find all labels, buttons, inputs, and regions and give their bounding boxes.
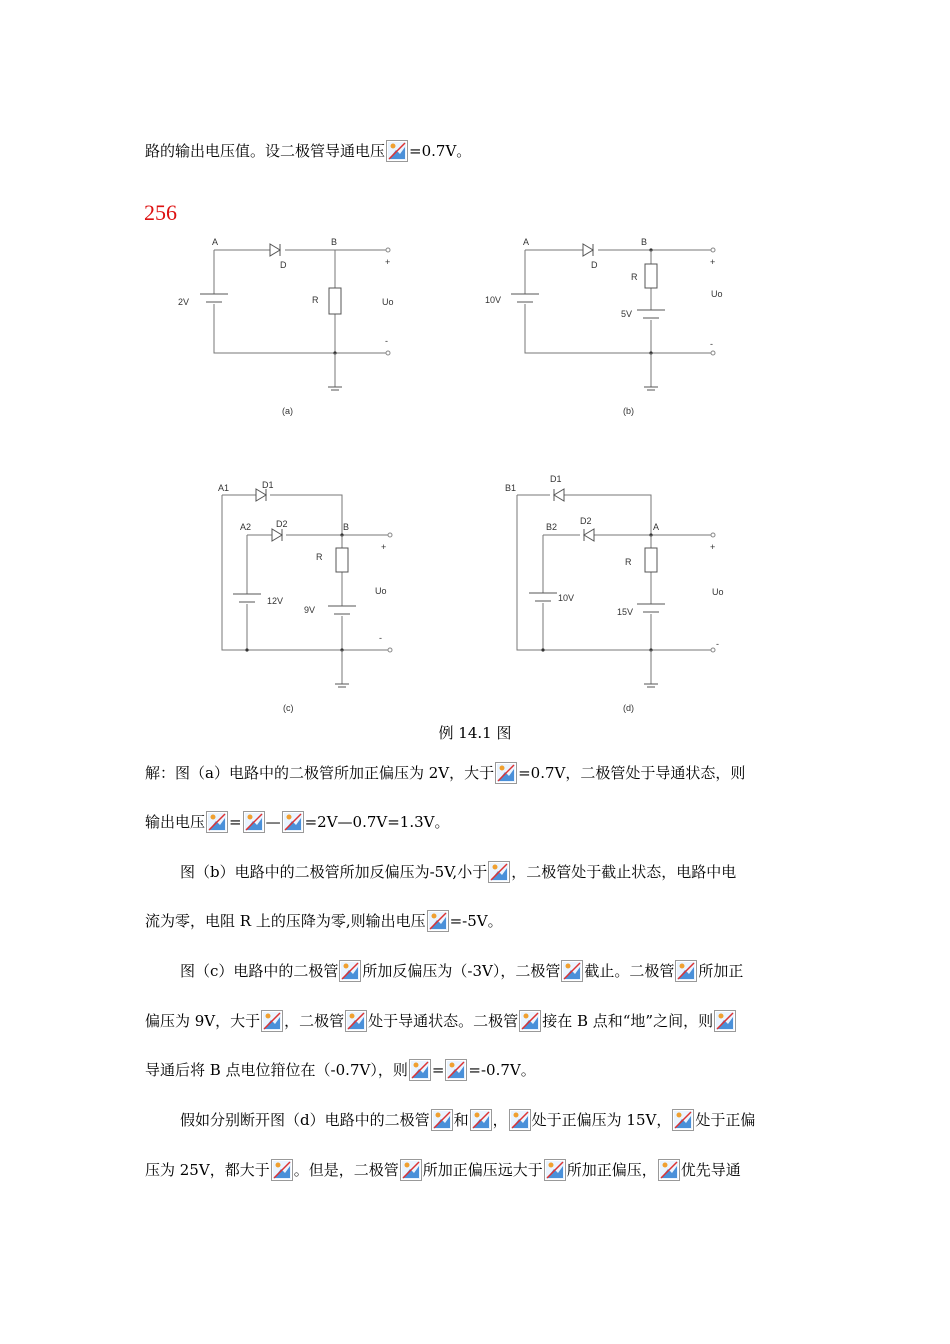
text-span: 偏压为 9V，大于	[145, 1012, 261, 1030]
text-span: 压为 25V，都大于	[145, 1161, 270, 1179]
text-span: 流为零，电阻 R 上的压降为零,则输出电压	[145, 912, 426, 930]
image-placeholder-icon	[386, 140, 408, 162]
text-span: =	[431, 1061, 445, 1079]
text-span: 所加正	[698, 962, 744, 980]
figure-label: (b)	[623, 406, 634, 416]
text-line-8	[180, 1109, 755, 1131]
source-label: 10V	[558, 593, 575, 603]
figure-label: (d)	[623, 703, 634, 713]
minus-label: -	[379, 633, 382, 643]
text-span: 处于正偏压为 15V，	[531, 1111, 672, 1129]
text-span: 解：图（a）电路中的二极管所加正偏压为 2V，大于	[145, 764, 495, 782]
source-label: 2V	[178, 297, 190, 307]
text-span: 处于正偏	[695, 1111, 756, 1129]
diode-label: D	[280, 260, 287, 270]
minus-label: -	[716, 639, 719, 649]
plus-label: +	[710, 542, 716, 552]
plus-label: +	[710, 257, 716, 267]
text-line-1	[145, 762, 745, 784]
text-span: 假如分别断开图（d）电路中的二极管	[180, 1111, 430, 1129]
resistor-label: R	[316, 552, 323, 562]
image-placeholder-icon	[519, 1010, 541, 1032]
text-span: 图（b）电路中的二极管所加反偏压为-5V,小于	[180, 863, 488, 881]
diode2-label: D2	[580, 516, 592, 526]
output-label: Uo	[712, 587, 724, 597]
image-placeholder-icon	[282, 811, 304, 833]
output-label: Uo	[375, 586, 387, 596]
plus-label: +	[381, 542, 387, 552]
node-b2-label: B2	[546, 522, 558, 532]
image-placeholder-icon	[243, 811, 265, 833]
node-a-label: A	[523, 237, 530, 247]
minus-label: -	[385, 336, 388, 346]
image-placeholder-icon	[488, 861, 510, 883]
node-b1-label: B1	[505, 483, 517, 493]
image-placeholder-icon	[495, 762, 517, 784]
text-span: =-0.7V。	[468, 1061, 536, 1079]
text-line-5	[180, 960, 743, 982]
figure-label: (a)	[282, 406, 293, 416]
text-span: 图（c）电路中的二极管	[180, 962, 339, 980]
text-span: =-5V。	[449, 912, 503, 930]
image-placeholder-icon	[206, 811, 228, 833]
text-span: 输出电压	[145, 813, 206, 831]
source2-label: 15V	[617, 607, 634, 617]
text-span: =	[229, 813, 242, 831]
source-label: 10V	[485, 295, 502, 305]
text-span: 所加反偏压为（-3V），二极管	[362, 962, 561, 980]
text-span: 导通后将 B 点电位箝位在（-0.7V），则	[145, 1061, 408, 1079]
image-placeholder-icon	[271, 1159, 293, 1181]
image-placeholder-icon	[658, 1159, 680, 1181]
node-b-label: B	[331, 237, 338, 247]
plus-label: +	[385, 257, 391, 267]
node-a-label: A	[653, 522, 660, 532]
text-line-6	[145, 1010, 737, 1032]
resistor-label: R	[312, 295, 319, 305]
text-line-9	[145, 1159, 741, 1181]
image-placeholder-icon	[345, 1010, 367, 1032]
circuit-b	[483, 232, 733, 422]
image-placeholder-icon	[431, 1109, 453, 1131]
text-line-7	[145, 1059, 536, 1081]
text-span: =0.7V，二极管处于导通状态，则	[518, 764, 746, 782]
text-span: 接在 B 点和“地”之间，则	[542, 1012, 714, 1030]
text-span: ，	[492, 1111, 508, 1129]
node-b-label: B	[641, 237, 648, 247]
text-span: ，二极管处于截止状态，电路中电	[511, 863, 737, 881]
image-placeholder-icon	[445, 1059, 467, 1081]
resistor-label: R	[625, 557, 632, 567]
source-label: 12V	[267, 596, 284, 606]
diode1-label: D1	[262, 480, 274, 490]
text-line-4	[145, 910, 503, 932]
node-b-label: B	[343, 522, 350, 532]
image-placeholder-icon	[427, 910, 449, 932]
text-span: 。但是，二极管	[293, 1161, 399, 1179]
text-span: 和	[453, 1111, 469, 1129]
node-a-label: A	[212, 237, 219, 247]
image-placeholder-icon	[400, 1159, 422, 1181]
output-label: Uo	[711, 289, 723, 299]
image-placeholder-icon	[339, 960, 361, 982]
diode-label: D	[591, 260, 598, 270]
text-span: 路的输出电压值。设二极管导通电压	[145, 142, 386, 160]
text-span: 截止。二极管	[584, 962, 675, 980]
image-placeholder-icon	[714, 1010, 736, 1032]
source2-label: 9V	[304, 605, 316, 615]
image-placeholder-icon	[409, 1059, 431, 1081]
text-span: =0.7V。	[409, 142, 472, 160]
text-span: 处于导通状态。二极管	[368, 1012, 519, 1030]
text-line-2	[145, 811, 449, 833]
node-a1-label: A1	[218, 483, 230, 493]
text-line-0	[145, 140, 471, 162]
text-span: =2V—0.7V=1.3V。	[304, 813, 450, 831]
text-span: 所加正偏压，	[566, 1161, 657, 1179]
image-placeholder-icon	[470, 1109, 492, 1131]
image-placeholder-icon	[561, 960, 583, 982]
circuit-a	[170, 232, 410, 422]
resistor-label: R	[631, 272, 638, 282]
image-placeholder-icon	[509, 1109, 531, 1131]
page-number: 256	[144, 200, 177, 225]
output-label: Uo	[382, 297, 394, 307]
circuit-c	[212, 478, 412, 718]
circuit-d	[500, 474, 740, 718]
node-a2-label: A2	[240, 522, 252, 532]
image-placeholder-icon	[672, 1109, 694, 1131]
figure-caption: 例 14.1 图	[438, 724, 512, 742]
diode1-label: D1	[550, 474, 562, 484]
source2-label: 5V	[621, 309, 633, 319]
text-span: ，二极管	[284, 1012, 345, 1030]
text-span: —	[265, 813, 281, 831]
image-placeholder-icon	[261, 1010, 283, 1032]
minus-label: -	[710, 339, 713, 349]
text-span: 所加正偏压远大于	[422, 1161, 543, 1179]
image-placeholder-icon	[675, 960, 697, 982]
text-line-3	[180, 861, 736, 883]
diode2-label: D2	[276, 519, 288, 529]
text-span: 优先导通	[680, 1161, 741, 1179]
image-placeholder-icon	[544, 1159, 566, 1181]
figure-label: (c)	[283, 703, 294, 713]
